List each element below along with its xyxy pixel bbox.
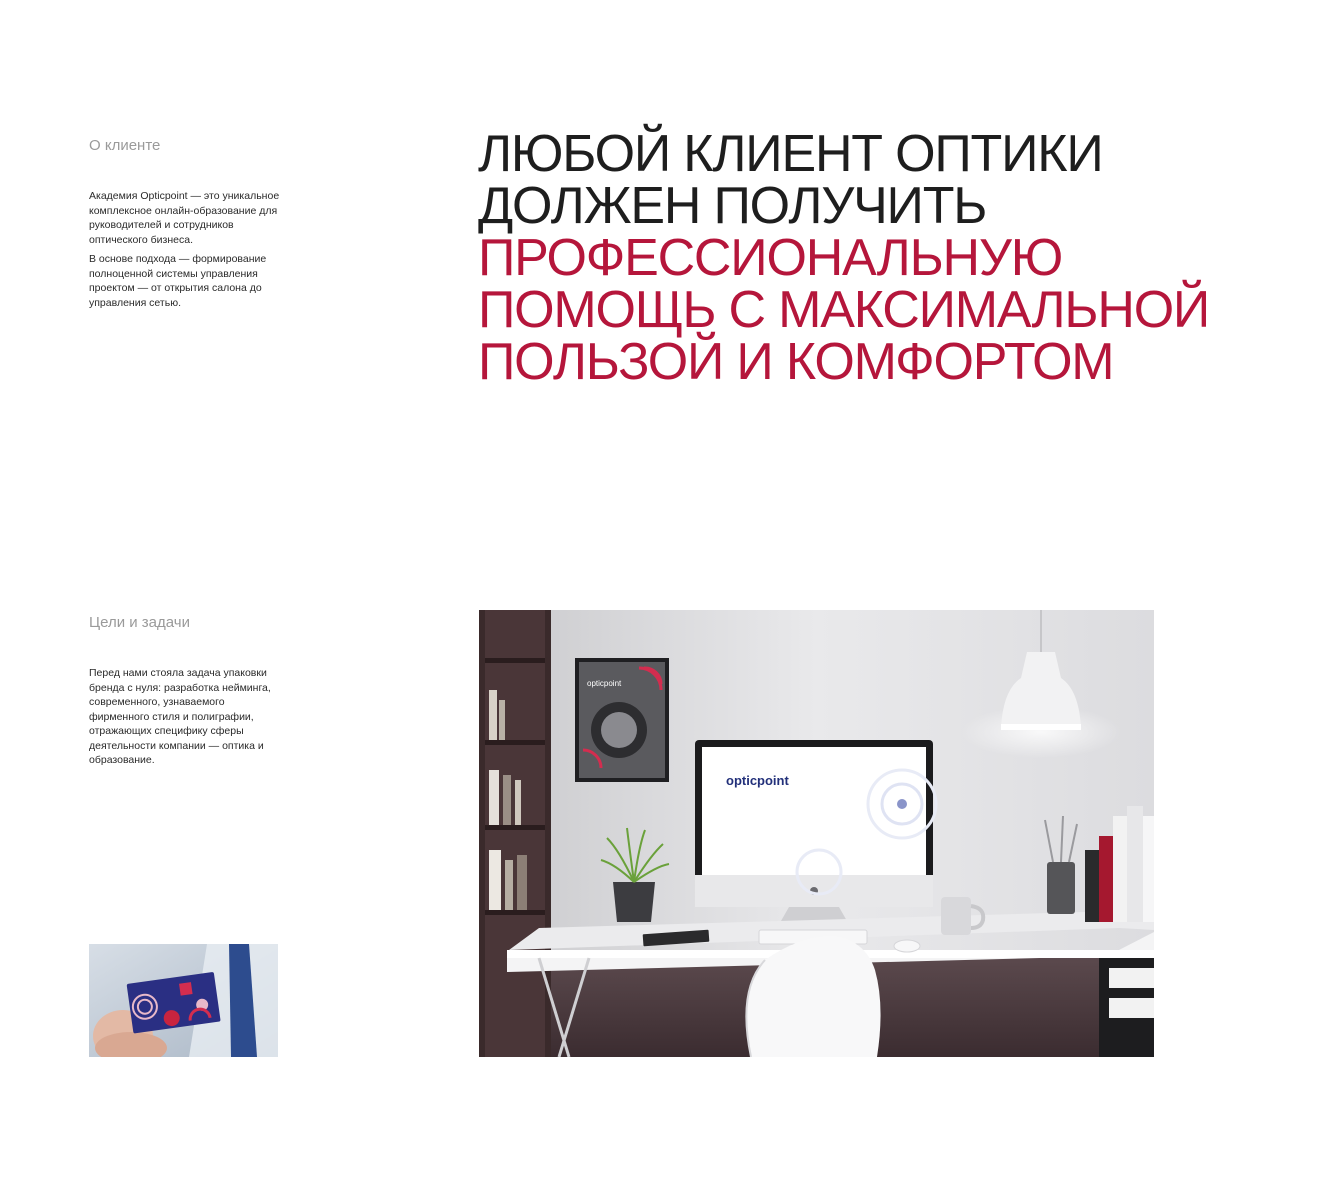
headline-line-1: ЛЮБОЙ КЛИЕНТ ОПТИКИ [478, 125, 1103, 183]
headline-accent-line-1: ПРОФЕССИОНАЛЬНУЮ [478, 229, 1063, 287]
business-card-photo [89, 944, 278, 1057]
office-mockup-photo [479, 610, 1154, 1057]
goals-description: Перед нами стояла задача упаковки бренда с нуля: разработка нейминга, современного, узнаваемого фирменного стиля и полиграфии, отражающих специфику сферы деятельности компании — оптика и образование. [89, 667, 271, 766]
about-description [89, 189, 289, 315]
headline-accent-line-2: ПОМОЩЬ С МАКСИМАЛЬНОЙ [478, 281, 1210, 339]
about-paragraph-1: Академия Opticpoint — это уникальное комплексное онлайн-образование для руководителей и сотрудников оптического бизнеса. [89, 190, 280, 246]
screen-logo: opticpoint [726, 773, 789, 788]
headline [478, 125, 1278, 391]
headline-line-2: ДОЛЖЕН ПОЛУЧИТЬ [478, 177, 987, 235]
headline-accent-line-3: ПОЛЬЗОЙ И КОМФОРТОМ [478, 333, 1114, 391]
about-paragraph-2: В основе подхода — формирование полноценной системы управления проектом — от открытия салона до управления сетью. [89, 253, 267, 309]
goals-section-label: Цели и задачи [89, 614, 190, 631]
about-section-label: О клиенте [89, 137, 161, 154]
poster-logo: opticpoint [587, 679, 622, 688]
